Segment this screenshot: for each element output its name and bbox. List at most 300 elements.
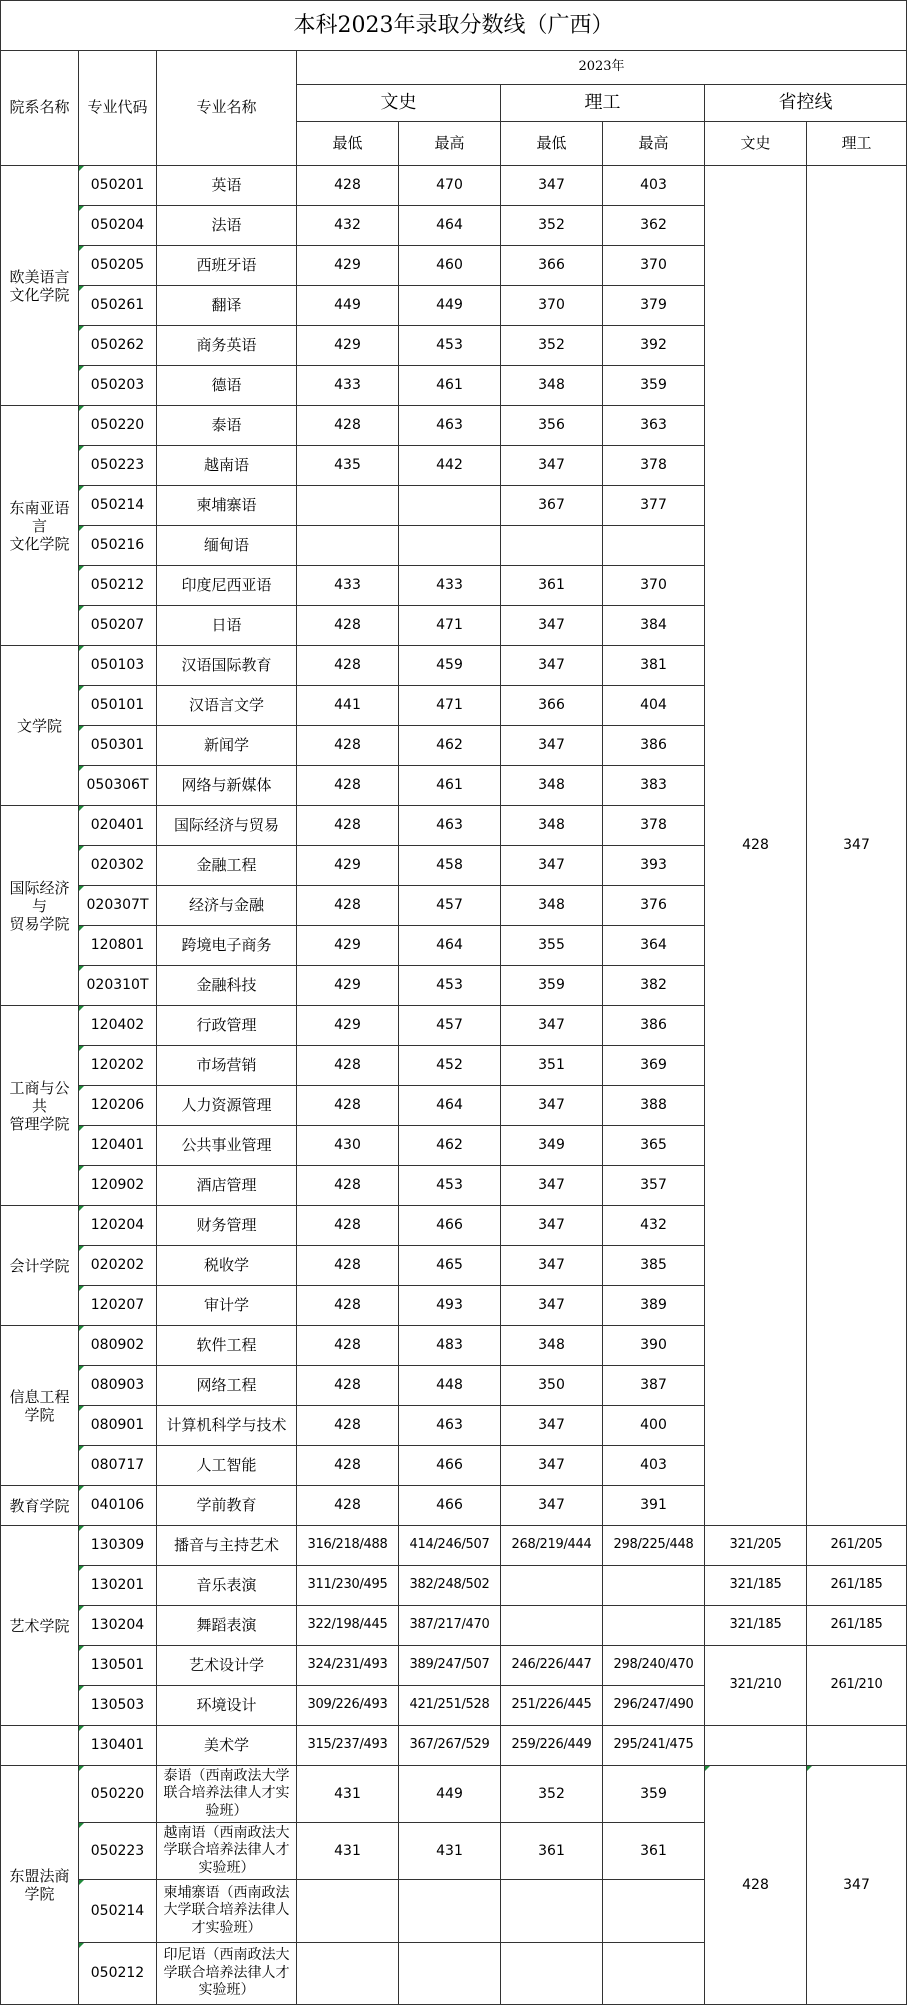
major-name: 音乐表演: [157, 1566, 297, 1606]
major-code: 120207: [79, 1286, 157, 1326]
sci-high: [603, 1606, 705, 1646]
arts-low: [297, 1880, 399, 1943]
header-major: 专业名称: [157, 51, 297, 166]
arts-high: 461: [399, 766, 501, 806]
major-name: 柬埔寨语: [157, 486, 297, 526]
header-arts: 文史: [297, 85, 501, 122]
major-name: 网络与新媒体: [157, 766, 297, 806]
sci-low: 347: [501, 1086, 603, 1126]
header-arts-low: 最低: [297, 122, 399, 166]
header-sci-high: 最高: [603, 122, 705, 166]
sci-low: 347: [501, 646, 603, 686]
arts-high: 421/251/528: [399, 1686, 501, 1726]
sci-low: 367: [501, 486, 603, 526]
control-arts-empty: [705, 1726, 807, 1766]
arts-low: 315/237/493: [297, 1726, 399, 1766]
major-code: 050103: [79, 646, 157, 686]
major-code: 120902: [79, 1166, 157, 1206]
major-code: 050101: [79, 686, 157, 726]
sci-high: 389: [603, 1286, 705, 1326]
major-code: 050214: [79, 486, 157, 526]
sci-low: 352: [501, 206, 603, 246]
sci-low: 348: [501, 766, 603, 806]
major-name: 西班牙语: [157, 246, 297, 286]
sci-low: 347: [501, 1406, 603, 1446]
sci-low: 366: [501, 686, 603, 726]
dept-name: 教育学院: [1, 1486, 79, 1526]
major-code: 130401: [79, 1726, 157, 1766]
major-code: 130201: [79, 1566, 157, 1606]
major-code: 020401: [79, 806, 157, 846]
sci-low: 347: [501, 846, 603, 886]
arts-high: [399, 486, 501, 526]
major-code: 050306T: [79, 766, 157, 806]
major-name: 人力资源管理: [157, 1086, 297, 1126]
arts-low: 429: [297, 1006, 399, 1046]
arts-high: 453: [399, 966, 501, 1006]
major-name: 舞蹈表演: [157, 1606, 297, 1646]
arts-low: [297, 486, 399, 526]
arts-high: 442: [399, 446, 501, 486]
arts-low: 429: [297, 846, 399, 886]
major-code: 130503: [79, 1686, 157, 1726]
arts-high: 462: [399, 1126, 501, 1166]
control-sci-asean: 347: [807, 1766, 907, 2005]
sci-high: 388: [603, 1086, 705, 1126]
major-name: 金融工程: [157, 846, 297, 886]
arts-high: 493: [399, 1286, 501, 1326]
sci-low: [501, 1606, 603, 1646]
arts-high: 449: [399, 1766, 501, 1823]
arts-high: 382/248/502: [399, 1566, 501, 1606]
sci-low: 246/226/447: [501, 1646, 603, 1686]
sci-low: 361: [501, 1823, 603, 1880]
major-code: 020310T: [79, 966, 157, 1006]
control-arts-main: 428: [705, 166, 807, 1526]
sci-low: 366: [501, 246, 603, 286]
sci-high: 393: [603, 846, 705, 886]
arts-high: 461: [399, 366, 501, 406]
control-arts-art: 321/185: [705, 1606, 807, 1646]
arts-low: 428: [297, 1206, 399, 1246]
arts-low: [297, 1943, 399, 2005]
sci-high: 386: [603, 1006, 705, 1046]
sci-high: 385: [603, 1246, 705, 1286]
dept-name: 工商与公共 管理学院: [1, 1006, 79, 1206]
major-code: 050203: [79, 366, 157, 406]
major-code: 080901: [79, 1406, 157, 1446]
major-name: 艺术设计学: [157, 1646, 297, 1686]
arts-high: 464: [399, 926, 501, 966]
arts-high: 433: [399, 566, 501, 606]
major-code: 050223: [79, 1823, 157, 1880]
arts-low: 316/218/488: [297, 1526, 399, 1566]
sci-high: 364: [603, 926, 705, 966]
arts-low: 428: [297, 1166, 399, 1206]
major-name: 印尼语（西南政法大学联合培养法律人才实验班）: [157, 1943, 297, 2005]
arts-low: 428: [297, 1446, 399, 1486]
header-arts-high: 最高: [399, 122, 501, 166]
arts-low: 428: [297, 646, 399, 686]
sci-low: 351: [501, 1046, 603, 1086]
dept-name: 国际经济与 贸易学院: [1, 806, 79, 1006]
arts-low: 431: [297, 1823, 399, 1880]
header-year: 2023年: [297, 51, 907, 85]
sci-low: 348: [501, 886, 603, 926]
sci-high: 376: [603, 886, 705, 926]
major-code: 130204: [79, 1606, 157, 1646]
major-code: 050220: [79, 1766, 157, 1823]
sci-low: 347: [501, 606, 603, 646]
arts-high: 457: [399, 886, 501, 926]
sci-high: 377: [603, 486, 705, 526]
major-name: 环境设计: [157, 1686, 297, 1726]
sci-low: 350: [501, 1366, 603, 1406]
table-row: [1, 166, 907, 206]
sci-high: 363: [603, 406, 705, 446]
major-code: 120401: [79, 1126, 157, 1166]
sci-high: 387: [603, 1366, 705, 1406]
arts-high: 471: [399, 606, 501, 646]
arts-low: 428: [297, 726, 399, 766]
sci-high: [603, 526, 705, 566]
major-code: 050212: [79, 1943, 157, 2005]
sci-low: 347: [501, 446, 603, 486]
control-sci-art: 261/185: [807, 1606, 907, 1646]
arts-high: [399, 1943, 501, 2005]
dept-name: 欧美语言 文化学院: [1, 166, 79, 406]
arts-low: 449: [297, 286, 399, 326]
arts-high: 431: [399, 1823, 501, 1880]
major-code: 120801: [79, 926, 157, 966]
major-code: 080903: [79, 1366, 157, 1406]
major-name: 德语: [157, 366, 297, 406]
major-name: 越南语（西南政法大学联合培养法律人才实验班）: [157, 1823, 297, 1880]
arts-low: 429: [297, 926, 399, 966]
sci-high: [603, 1880, 705, 1943]
major-code: 120202: [79, 1046, 157, 1086]
major-name: 英语: [157, 166, 297, 206]
dept-name: 东南亚语言 文化学院: [1, 406, 79, 646]
major-name: 法语: [157, 206, 297, 246]
sci-low: 349: [501, 1126, 603, 1166]
arts-low: 433: [297, 566, 399, 606]
sci-high: 400: [603, 1406, 705, 1446]
arts-low: 431: [297, 1766, 399, 1823]
arts-high: 463: [399, 1406, 501, 1446]
sci-high: 383: [603, 766, 705, 806]
sci-high: 357: [603, 1166, 705, 1206]
dept-name: 会计学院: [1, 1206, 79, 1326]
major-code: 050220: [79, 406, 157, 446]
table-row: [1, 1646, 907, 1686]
sci-low: 347: [501, 1446, 603, 1486]
arts-high: 452: [399, 1046, 501, 1086]
major-name: 美术学: [157, 1726, 297, 1766]
arts-low: 428: [297, 1366, 399, 1406]
major-name: 泰语（西南政法大学联合培养法律人才实验班）: [157, 1766, 297, 1823]
control-sci-art: 261/210: [807, 1646, 907, 1726]
arts-low: 428: [297, 1486, 399, 1526]
major-name: 国际经济与贸易: [157, 806, 297, 846]
arts-high: 387/217/470: [399, 1606, 501, 1646]
sci-high: 370: [603, 566, 705, 606]
control-sci-empty: [807, 1726, 907, 1766]
sci-high: 365: [603, 1126, 705, 1166]
sci-high: 359: [603, 1766, 705, 1823]
dept-name: 艺术学院: [1, 1526, 79, 1726]
sci-high: 392: [603, 326, 705, 366]
sci-low: 348: [501, 366, 603, 406]
major-name: 人工智能: [157, 1446, 297, 1486]
sci-high: 298/225/448: [603, 1526, 705, 1566]
sci-low: 347: [501, 1206, 603, 1246]
major-name: 计算机科学与技术: [157, 1406, 297, 1446]
arts-low: 433: [297, 366, 399, 406]
table-row: [1, 1526, 907, 1566]
arts-high: 466: [399, 1486, 501, 1526]
major-code: 130501: [79, 1646, 157, 1686]
header-control-arts: 文史: [705, 122, 807, 166]
control-arts-asean: 428: [705, 1766, 807, 2005]
arts-high: 453: [399, 1166, 501, 1206]
major-code: 050262: [79, 326, 157, 366]
major-name: 学前教育: [157, 1486, 297, 1526]
major-name: 汉语言文学: [157, 686, 297, 726]
sci-high: [603, 1566, 705, 1606]
arts-high: [399, 526, 501, 566]
sci-low: 347: [501, 1486, 603, 1526]
arts-high: [399, 1880, 501, 1943]
arts-high: 471: [399, 686, 501, 726]
sci-low: 361: [501, 566, 603, 606]
arts-low: 309/226/493: [297, 1686, 399, 1726]
table-title: 本科2023年录取分数线（广西）: [1, 1, 907, 51]
major-name: 财务管理: [157, 1206, 297, 1246]
dept-name: 东盟法商 学院: [1, 1766, 79, 2005]
major-code: 050214: [79, 1880, 157, 1943]
major-code: 130309: [79, 1526, 157, 1566]
major-name: 软件工程: [157, 1326, 297, 1366]
sci-low: 347: [501, 1286, 603, 1326]
major-name: 汉语国际教育: [157, 646, 297, 686]
arts-high: 464: [399, 206, 501, 246]
major-code: 120206: [79, 1086, 157, 1126]
arts-high: 449: [399, 286, 501, 326]
sci-low: 268/219/444: [501, 1526, 603, 1566]
sci-low: [501, 1566, 603, 1606]
major-name: 柬埔寨语（西南政法大学联合培养法律人才实验班）: [157, 1880, 297, 1943]
sci-low: 356: [501, 406, 603, 446]
major-name: 播音与主持艺术: [157, 1526, 297, 1566]
header-sci: 理工: [501, 85, 705, 122]
arts-high: 470: [399, 166, 501, 206]
sci-low: 370: [501, 286, 603, 326]
major-code: 120204: [79, 1206, 157, 1246]
arts-high: 466: [399, 1446, 501, 1486]
major-code: 080902: [79, 1326, 157, 1366]
major-name: 商务英语: [157, 326, 297, 366]
sci-high: 432: [603, 1206, 705, 1246]
sci-low: 347: [501, 1166, 603, 1206]
arts-low: 428: [297, 1326, 399, 1366]
major-name: 网络工程: [157, 1366, 297, 1406]
sci-high: 403: [603, 1446, 705, 1486]
arts-low: 428: [297, 1246, 399, 1286]
header-code: 专业代码: [79, 51, 157, 166]
major-code: 050204: [79, 206, 157, 246]
sci-low: [501, 1880, 603, 1943]
major-code: 050205: [79, 246, 157, 286]
arts-high: 460: [399, 246, 501, 286]
major-name: 行政管理: [157, 1006, 297, 1046]
major-code: 120402: [79, 1006, 157, 1046]
arts-high: 389/247/507: [399, 1646, 501, 1686]
major-name: 缅甸语: [157, 526, 297, 566]
arts-low: 432: [297, 206, 399, 246]
arts-high: 483: [399, 1326, 501, 1366]
major-code: 080717: [79, 1446, 157, 1486]
major-name: 跨境电子商务: [157, 926, 297, 966]
arts-low: 428: [297, 886, 399, 926]
sci-high: 298/240/470: [603, 1646, 705, 1686]
sci-low: 259/226/449: [501, 1726, 603, 1766]
arts-low: 428: [297, 1086, 399, 1126]
major-code: 040106: [79, 1486, 157, 1526]
arts-low: 322/198/445: [297, 1606, 399, 1646]
sci-high: 379: [603, 286, 705, 326]
dept-name: 信息工程 学院: [1, 1326, 79, 1486]
sci-low: 347: [501, 166, 603, 206]
arts-low: 430: [297, 1126, 399, 1166]
arts-low: 429: [297, 966, 399, 1006]
sci-high: 384: [603, 606, 705, 646]
arts-low: 428: [297, 1046, 399, 1086]
arts-high: 367/267/529: [399, 1726, 501, 1766]
sci-high: 295/241/475: [603, 1726, 705, 1766]
control-arts-art: 321/205: [705, 1526, 807, 1566]
arts-low: 441: [297, 686, 399, 726]
arts-low: 435: [297, 446, 399, 486]
major-code: 050212: [79, 566, 157, 606]
dept-name: 文学院: [1, 646, 79, 806]
arts-high: 458: [399, 846, 501, 886]
major-name: 印度尼西亚语: [157, 566, 297, 606]
sci-high: 378: [603, 806, 705, 846]
major-code: 020202: [79, 1246, 157, 1286]
sci-low: 359: [501, 966, 603, 1006]
sci-low: 352: [501, 326, 603, 366]
sci-high: 403: [603, 166, 705, 206]
control-arts-art: 321/185: [705, 1566, 807, 1606]
major-code: 050301: [79, 726, 157, 766]
sci-high: 382: [603, 966, 705, 1006]
major-code: 020307T: [79, 886, 157, 926]
arts-low: 428: [297, 806, 399, 846]
major-code: 050216: [79, 526, 157, 566]
arts-low: 324/231/493: [297, 1646, 399, 1686]
header-control: 省控线: [705, 85, 907, 122]
major-name: 酒店管理: [157, 1166, 297, 1206]
sci-low: 347: [501, 1006, 603, 1046]
arts-low: 428: [297, 1286, 399, 1326]
major-code: 050207: [79, 606, 157, 646]
major-code: 020302: [79, 846, 157, 886]
arts-low: 428: [297, 166, 399, 206]
major-code: 050201: [79, 166, 157, 206]
arts-high: 464: [399, 1086, 501, 1126]
arts-low: 429: [297, 246, 399, 286]
major-name: 新闻学: [157, 726, 297, 766]
major-name: 泰语: [157, 406, 297, 446]
sci-high: 369: [603, 1046, 705, 1086]
major-code: 050223: [79, 446, 157, 486]
sci-high: 296/247/490: [603, 1686, 705, 1726]
major-code: 050261: [79, 286, 157, 326]
arts-high: 463: [399, 406, 501, 446]
sci-high: 386: [603, 726, 705, 766]
arts-high: 414/246/507: [399, 1526, 501, 1566]
sci-low: 347: [501, 726, 603, 766]
sci-high: 378: [603, 446, 705, 486]
arts-low: 428: [297, 766, 399, 806]
arts-low: 428: [297, 606, 399, 646]
control-sci-art: 261/185: [807, 1566, 907, 1606]
sci-low: 348: [501, 1326, 603, 1366]
control-sci-main: 347: [807, 166, 907, 1526]
sci-low: 347: [501, 1246, 603, 1286]
major-name: 经济与金融: [157, 886, 297, 926]
control-sci-art: 261/205: [807, 1526, 907, 1566]
arts-high: 466: [399, 1206, 501, 1246]
sci-low: [501, 1943, 603, 2005]
table-row: [1, 1566, 907, 1606]
arts-high: 457: [399, 1006, 501, 1046]
dept-name-blank: [1, 1726, 79, 1766]
sci-high: 370: [603, 246, 705, 286]
header-control-sci: 理工: [807, 122, 907, 166]
sci-high: 381: [603, 646, 705, 686]
arts-low: 429: [297, 326, 399, 366]
arts-high: 448: [399, 1366, 501, 1406]
header-sci-low: 最低: [501, 122, 603, 166]
sci-high: 361: [603, 1823, 705, 1880]
sci-low: 348: [501, 806, 603, 846]
arts-low: 428: [297, 1406, 399, 1446]
sci-high: 390: [603, 1326, 705, 1366]
sci-low: 251/226/445: [501, 1686, 603, 1726]
sci-low: 352: [501, 1766, 603, 1823]
sci-low: 355: [501, 926, 603, 966]
arts-high: 459: [399, 646, 501, 686]
sci-high: 362: [603, 206, 705, 246]
arts-low: 311/230/495: [297, 1566, 399, 1606]
arts-low: 428: [297, 406, 399, 446]
sci-high: [603, 1943, 705, 2005]
table-row: [1, 1726, 907, 1766]
arts-high: 453: [399, 326, 501, 366]
major-name: 翻译: [157, 286, 297, 326]
arts-high: 462: [399, 726, 501, 766]
major-name: 审计学: [157, 1286, 297, 1326]
sci-low: [501, 526, 603, 566]
control-arts-art: 321/210: [705, 1646, 807, 1726]
major-name: 市场营销: [157, 1046, 297, 1086]
table-row: [1, 1606, 907, 1646]
table-row: [1, 1766, 907, 1823]
major-name: 税收学: [157, 1246, 297, 1286]
major-name: 越南语: [157, 446, 297, 486]
